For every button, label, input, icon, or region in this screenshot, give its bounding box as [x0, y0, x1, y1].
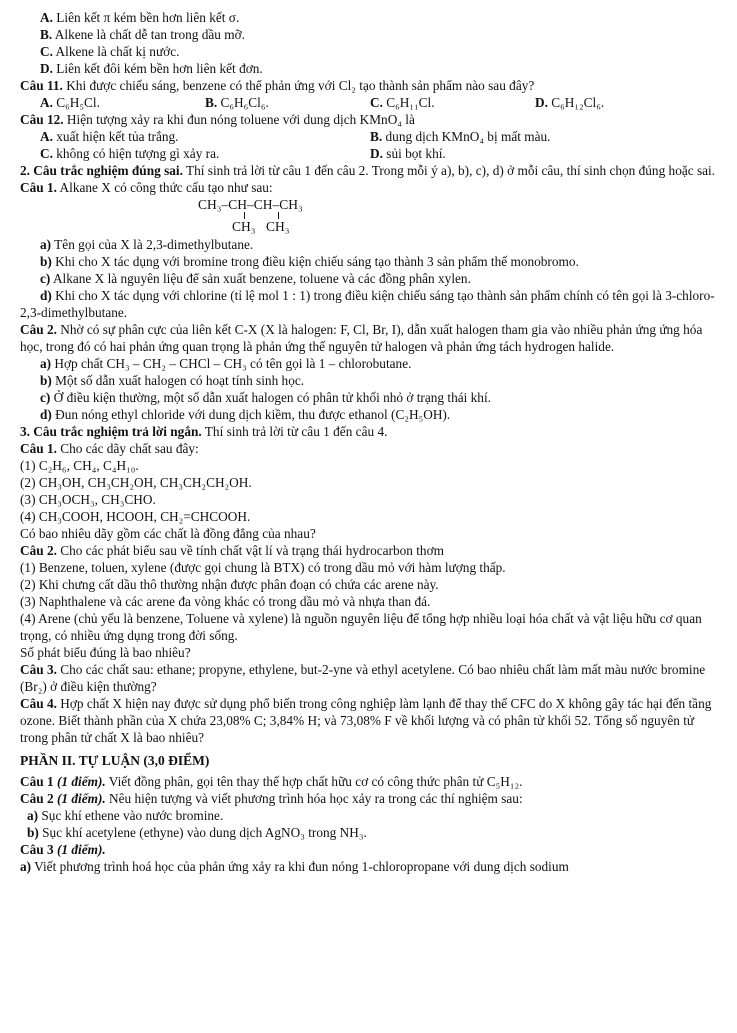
part3-question-2: Câu 2. Cho các phát biểu sau về tính chất vật lí và trạng thái hydrocarbon thơm — [20, 543, 444, 558]
prev-option-d: D. Liên kết đôi kém bền hơn liên kết đơn. — [40, 61, 263, 76]
p3q1-item-3: (3) CH₃OCH₃, CH₃CHO. — [20, 492, 156, 507]
prev-option-b: B. Alkene là chất dễ tan trong dầu mỡ. — [40, 27, 245, 42]
structural-formula — [198, 196, 725, 236]
part2-question-2: Câu 2. Nhờ có sự phân cực của liên kết C-X (X là halogen: F, Cl, Br, I), dẫn xuất halogen tham gia vào nhiều phản ứng ứng hóa học, trong đó có hai phản ứng quan trọng là phản ứng thế nguyên tử halogen và phản ứng tách hydrogen halide. — [20, 322, 703, 354]
q12-option-b: B. dung dịch KMnO₄ bị mất màu. — [370, 129, 551, 144]
p2q1-statement-d: d) Khi cho X tác dụng với chlorine (tỉ lệ mol 1 : 1) trong điều kiện chiếu sáng tạo thành sản phẩm chính có tên gọi là 3-chloro-2,3-dimethylbutane. — [20, 288, 715, 320]
question-11: Câu 11. Khi được chiếu sáng, benzene có thể phản ứng với Cl₂ tạo thành sản phẩm nào sau đây? — [20, 78, 535, 93]
q11-option-c: C. C₆H₁₁Cl. — [370, 95, 435, 110]
part2-question-1: Câu 1. Alkane X có công thức cấu tạo như sau: — [20, 180, 273, 195]
question-12: Câu 12. Hiện tượng xảy ra khi đun nóng toluene với dung dịch KMnO₄ là — [20, 112, 415, 127]
q12-option-c: C. không có hiện tượng gì xảy ra. — [40, 146, 220, 161]
p3q2-item-4: (4) Arene (chủ yếu là benzene, Toluene và xylene) là nguồn nguyên liệu để tổng hợp nhiều loại hóa chất và vật liệu hữu cơ quan trọng, có nhiều ứng dụng trong đời sống. — [20, 611, 702, 643]
formula-branch-right: CH₃ — [266, 219, 290, 234]
essay-q2-item-b: b) Sục khí acetylene (ethyne) vào dung dịch AgNO₃ trong NH₃. — [27, 825, 367, 840]
p2q2-statement-c: c) Ở điều kiện thường, một số dẫn xuất halogen có phân tử khối nhỏ ở trạng thái khí. — [40, 390, 491, 405]
prev-option-a: A. Liên kết π kém bền hơn liên kết σ. — [40, 10, 240, 25]
part3-instruction: 3. Câu trắc nghiệm trả lời ngắn. Thí sinh trả lời từ câu 1 đến câu 4. — [20, 424, 388, 439]
essay-question-1: Câu 1 (1 điểm). Viết đồng phân, gọi tên thay thế hợp chất hữu cơ có công thức phân tử C₅H₁₂. — [20, 774, 523, 789]
q12-option-a: A. xuất hiện kết tủa trắng. — [40, 129, 179, 144]
p3q1-item-2: (2) CH₃OH, CH₃CH₂OH, CH₃CH₂CH₂OH. — [20, 475, 252, 490]
formula-branch-left: CH₃ — [232, 219, 256, 234]
p2q1-statement-a: a) Tên gọi của X là 2,3-dimethylbutane. — [40, 237, 254, 252]
p3q1-question: Có bao nhiêu dãy gồm các chất là đồng đẳng của nhau? — [20, 526, 316, 541]
q11-option-a: A. C₆H₅Cl. — [40, 95, 100, 110]
question-11-options — [20, 94, 725, 111]
essay-question-2: Câu 2 (1 điểm). Nêu hiện tượng và viết phương trình hóa học xảy ra trong các thí nghiệm sau: — [20, 791, 523, 806]
p2q2-statement-d: d) Đun nóng ethyl chloride với dung dịch kiềm, thu được ethanol (C₂H₅OH). — [40, 407, 451, 422]
essay-heading: PHẦN II. TỰ LUẬN (3,0 ĐIỂM) — [20, 753, 210, 768]
p3q1-item-1: (1) C₂H₆, CH₄, C₄H₁₀. — [20, 458, 139, 473]
p3q2-item-1: (1) Benzene, toluen, xylene (được gọi chung là BTX) có trong dầu mỏ với hàm lượng thấp. — [20, 560, 506, 575]
q11-option-b: B. C₆H₆Cl₆. — [205, 95, 269, 110]
p2q1-statement-b: b) Khi cho X tác dụng với bromine trong điều kiện chiếu sáng tạo thành 3 sản phẩm thế monobromo. — [40, 254, 579, 269]
part3-question-4: Câu 4. Hợp chất X hiện nay được sử dụng phổ biến trong công nghiệp làm lạnh để thay thế CFC do X không gây tác hại đến tầng ozone. Biết thành phần của X chứa 23,08% C; 3,84% H; và 73,08% F về khối lượng và có phân tử khối 52. Tổng số nguyên tử trong phân tử chất X là bao nhiêu? — [20, 696, 712, 745]
part3-question-1: Câu 1. Cho các dãy chất sau đây: — [20, 441, 199, 456]
essay-q2-item-a: a) Sục khí ethene vào nước bromine. — [27, 808, 224, 823]
p2q1-statement-c: c) Alkane X là nguyên liệu để sản xuất benzene, toluene và các đồng phân xylen. — [40, 271, 471, 286]
part2-instruction: 2. Câu trắc nghiệm đúng sai. Thí sinh trả lời từ câu 1 đến câu 2. Trong mỗi ý a), b), c), d) ở mỗi câu, thí sinh chọn đúng hoặc sai. — [20, 163, 716, 178]
p3q2-item-2: (2) Khi chưng cất dầu thô thường nhận được phân đoạn có chứa các arene này. — [20, 577, 439, 592]
p3q2-item-3: (3) Naphthalene và các arene đa vòng khác có trong dầu mỏ và nhựa than đá. — [20, 594, 431, 609]
question-12-options-row2 — [20, 145, 725, 162]
p2q2-statement-a: a) Hợp chất CH₃ – CH₂ – CHCl – CH₃ có tên gọi là 1 – chlorobutane. — [40, 356, 412, 371]
p2q2-statement-b: b) Một số dẫn xuất halogen có hoạt tính sinh học. — [40, 373, 305, 388]
essay-question-3: Câu 3 (1 điểm). — [20, 842, 106, 857]
question-12-options-row1 — [20, 128, 725, 145]
prev-option-c: C. Alkene là chất kị nước. — [40, 44, 180, 59]
p3q1-item-4: (4) CH₃COOH, HCOOH, CH₂=CHCOOH. — [20, 509, 251, 524]
p3q2-question: Số phát biểu đúng là bao nhiêu? — [20, 645, 191, 660]
part3-question-3: Câu 3. Cho các chất sau: ethane; propyne, ethylene, but-2-yne và ethyl acetylene. Có bao nhiêu chất làm mất màu nước bromine (Br₂) ở điều kiện thường? — [20, 662, 706, 694]
essay-q3-item-a: a) Viết phương trình hoá học của phản ứng xảy ra khi đun nóng 1-chloropropane với dung dịch sodium — [20, 859, 569, 874]
formula-main-chain: CH₃–CH–CH–CH₃ — [198, 197, 303, 212]
q11-option-d: D. C₆H₁₂Cl₆. — [535, 95, 605, 110]
q12-option-d: D. sủi bọt khí. — [370, 146, 446, 161]
